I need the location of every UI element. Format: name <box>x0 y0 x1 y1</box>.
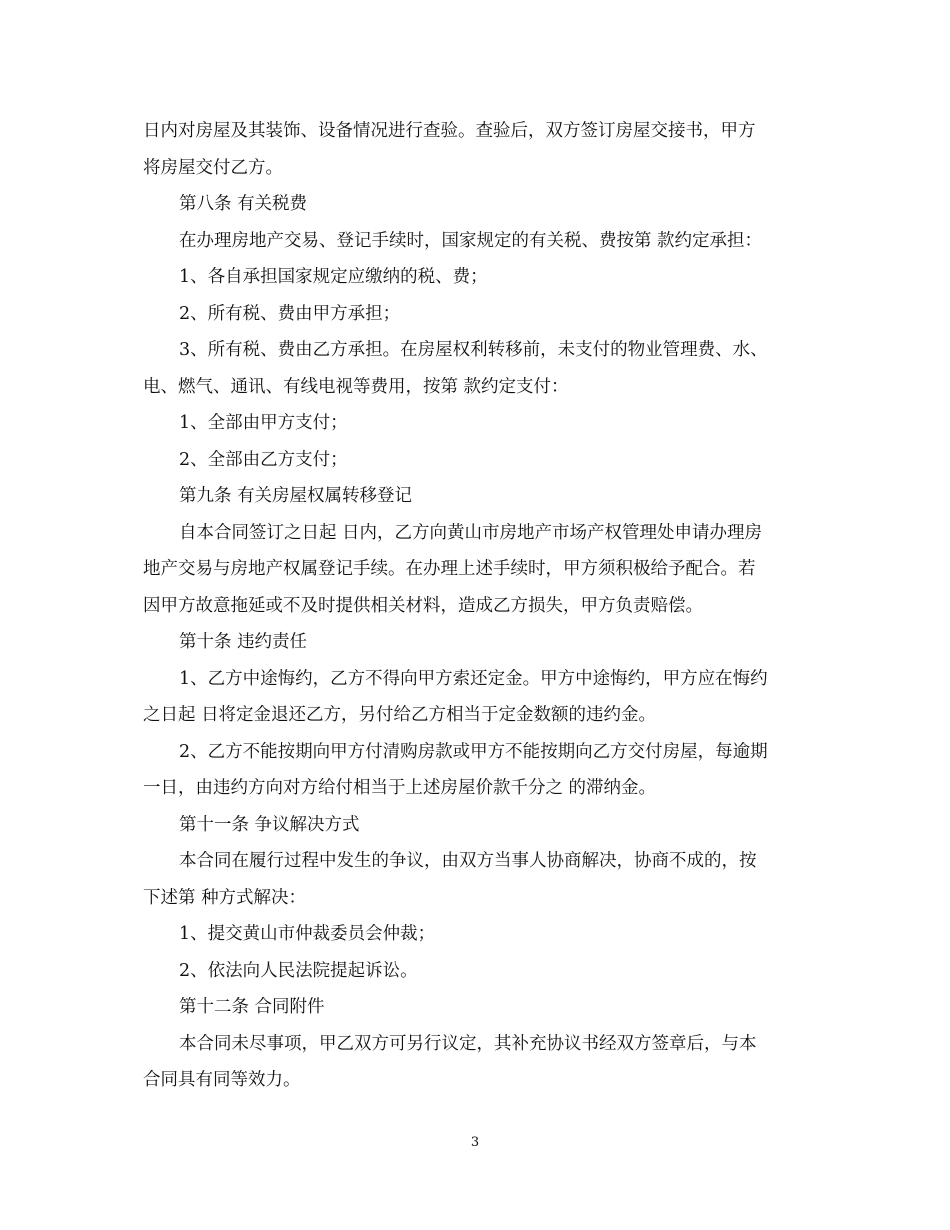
text-line: 自本合同签订之日起 日内，乙方向黄山市房地产市场产权管理处申请办理房 <box>179 522 763 543</box>
text-line: 第十条 违约责任 <box>179 632 308 652</box>
text-line: 电、燃气、通讯、有线电视等费用，按第 款约定支付： <box>143 376 569 397</box>
text-line: 第九条 有关房屋权属转移登记 <box>179 486 413 506</box>
text-line: 1、全部由甲方支付； <box>179 413 348 433</box>
text-line: 地产交易与房地产权属登记手续。在办理上述手续时，甲方须积极给予配合。若 <box>143 559 756 579</box>
text-line: 日内对房屋及其装饰、设备情况进行查验。查验后，双方签订房屋交接书，甲方 <box>143 121 756 141</box>
text-line: 1、提交黄山市仲裁委员会仲裁； <box>179 924 436 944</box>
text-line: 本合同在履行过程中发生的争议，由双方当事人协商解决，协商不成的，按 <box>179 851 757 871</box>
text-line: 将房屋交付乙方。 <box>143 157 283 178</box>
text-line: 1、各自承担国家规定应缴纳的税、费； <box>179 267 488 287</box>
text-line: 之日起 日将定金退还乙方，另付给乙方相当于定金数额的违约金。 <box>143 705 657 725</box>
text-line: 合同具有同等效力。 <box>143 1070 301 1090</box>
text-line: 在办理房地产交易、登记手续时，国家规定的有关税、费按第 款约定承担： <box>179 230 763 251</box>
text-line: 2、全部由乙方支付； <box>179 449 348 470</box>
text-line: 下述第 种方式解决： <box>143 887 307 908</box>
text-line: 2、依法向人民法院提起诉讼。 <box>179 960 418 981</box>
document-body <box>143 113 807 1099</box>
text-line: 本合同未尽事项，甲乙双方可另行议定，其补充协议书经双方签章后，与本 <box>179 1033 757 1054</box>
text-line: 2、乙方不能按期向甲方付清购房款或甲方不能按期向乙方交付房屋，每逾期 <box>179 741 768 762</box>
text-line: 第八条 有关税费 <box>179 194 308 214</box>
text-line: 1、乙方中途悔约，乙方不得向甲方索还定金。甲方中途悔约，甲方应在悔约 <box>179 668 768 689</box>
text-line: 第十二条 合同附件 <box>179 997 325 1017</box>
page-number: 3 <box>470 1135 480 1150</box>
text-line: 第十一条 争议解决方式 <box>179 814 360 835</box>
text-line: 因甲方故意拖延或不及时提供相关材料，造成乙方损失，甲方负责赔偿。 <box>143 595 703 616</box>
text-line: 3、所有税、费由乙方承担。在房屋权利转移前，未支付的物业管理费、水、 <box>179 340 768 360</box>
text-line: 一日，由违约方向对方给付相当于上述房屋价款千分之 的滞纳金。 <box>143 778 657 798</box>
text-line: 2、所有税、费由甲方承担； <box>179 303 401 324</box>
